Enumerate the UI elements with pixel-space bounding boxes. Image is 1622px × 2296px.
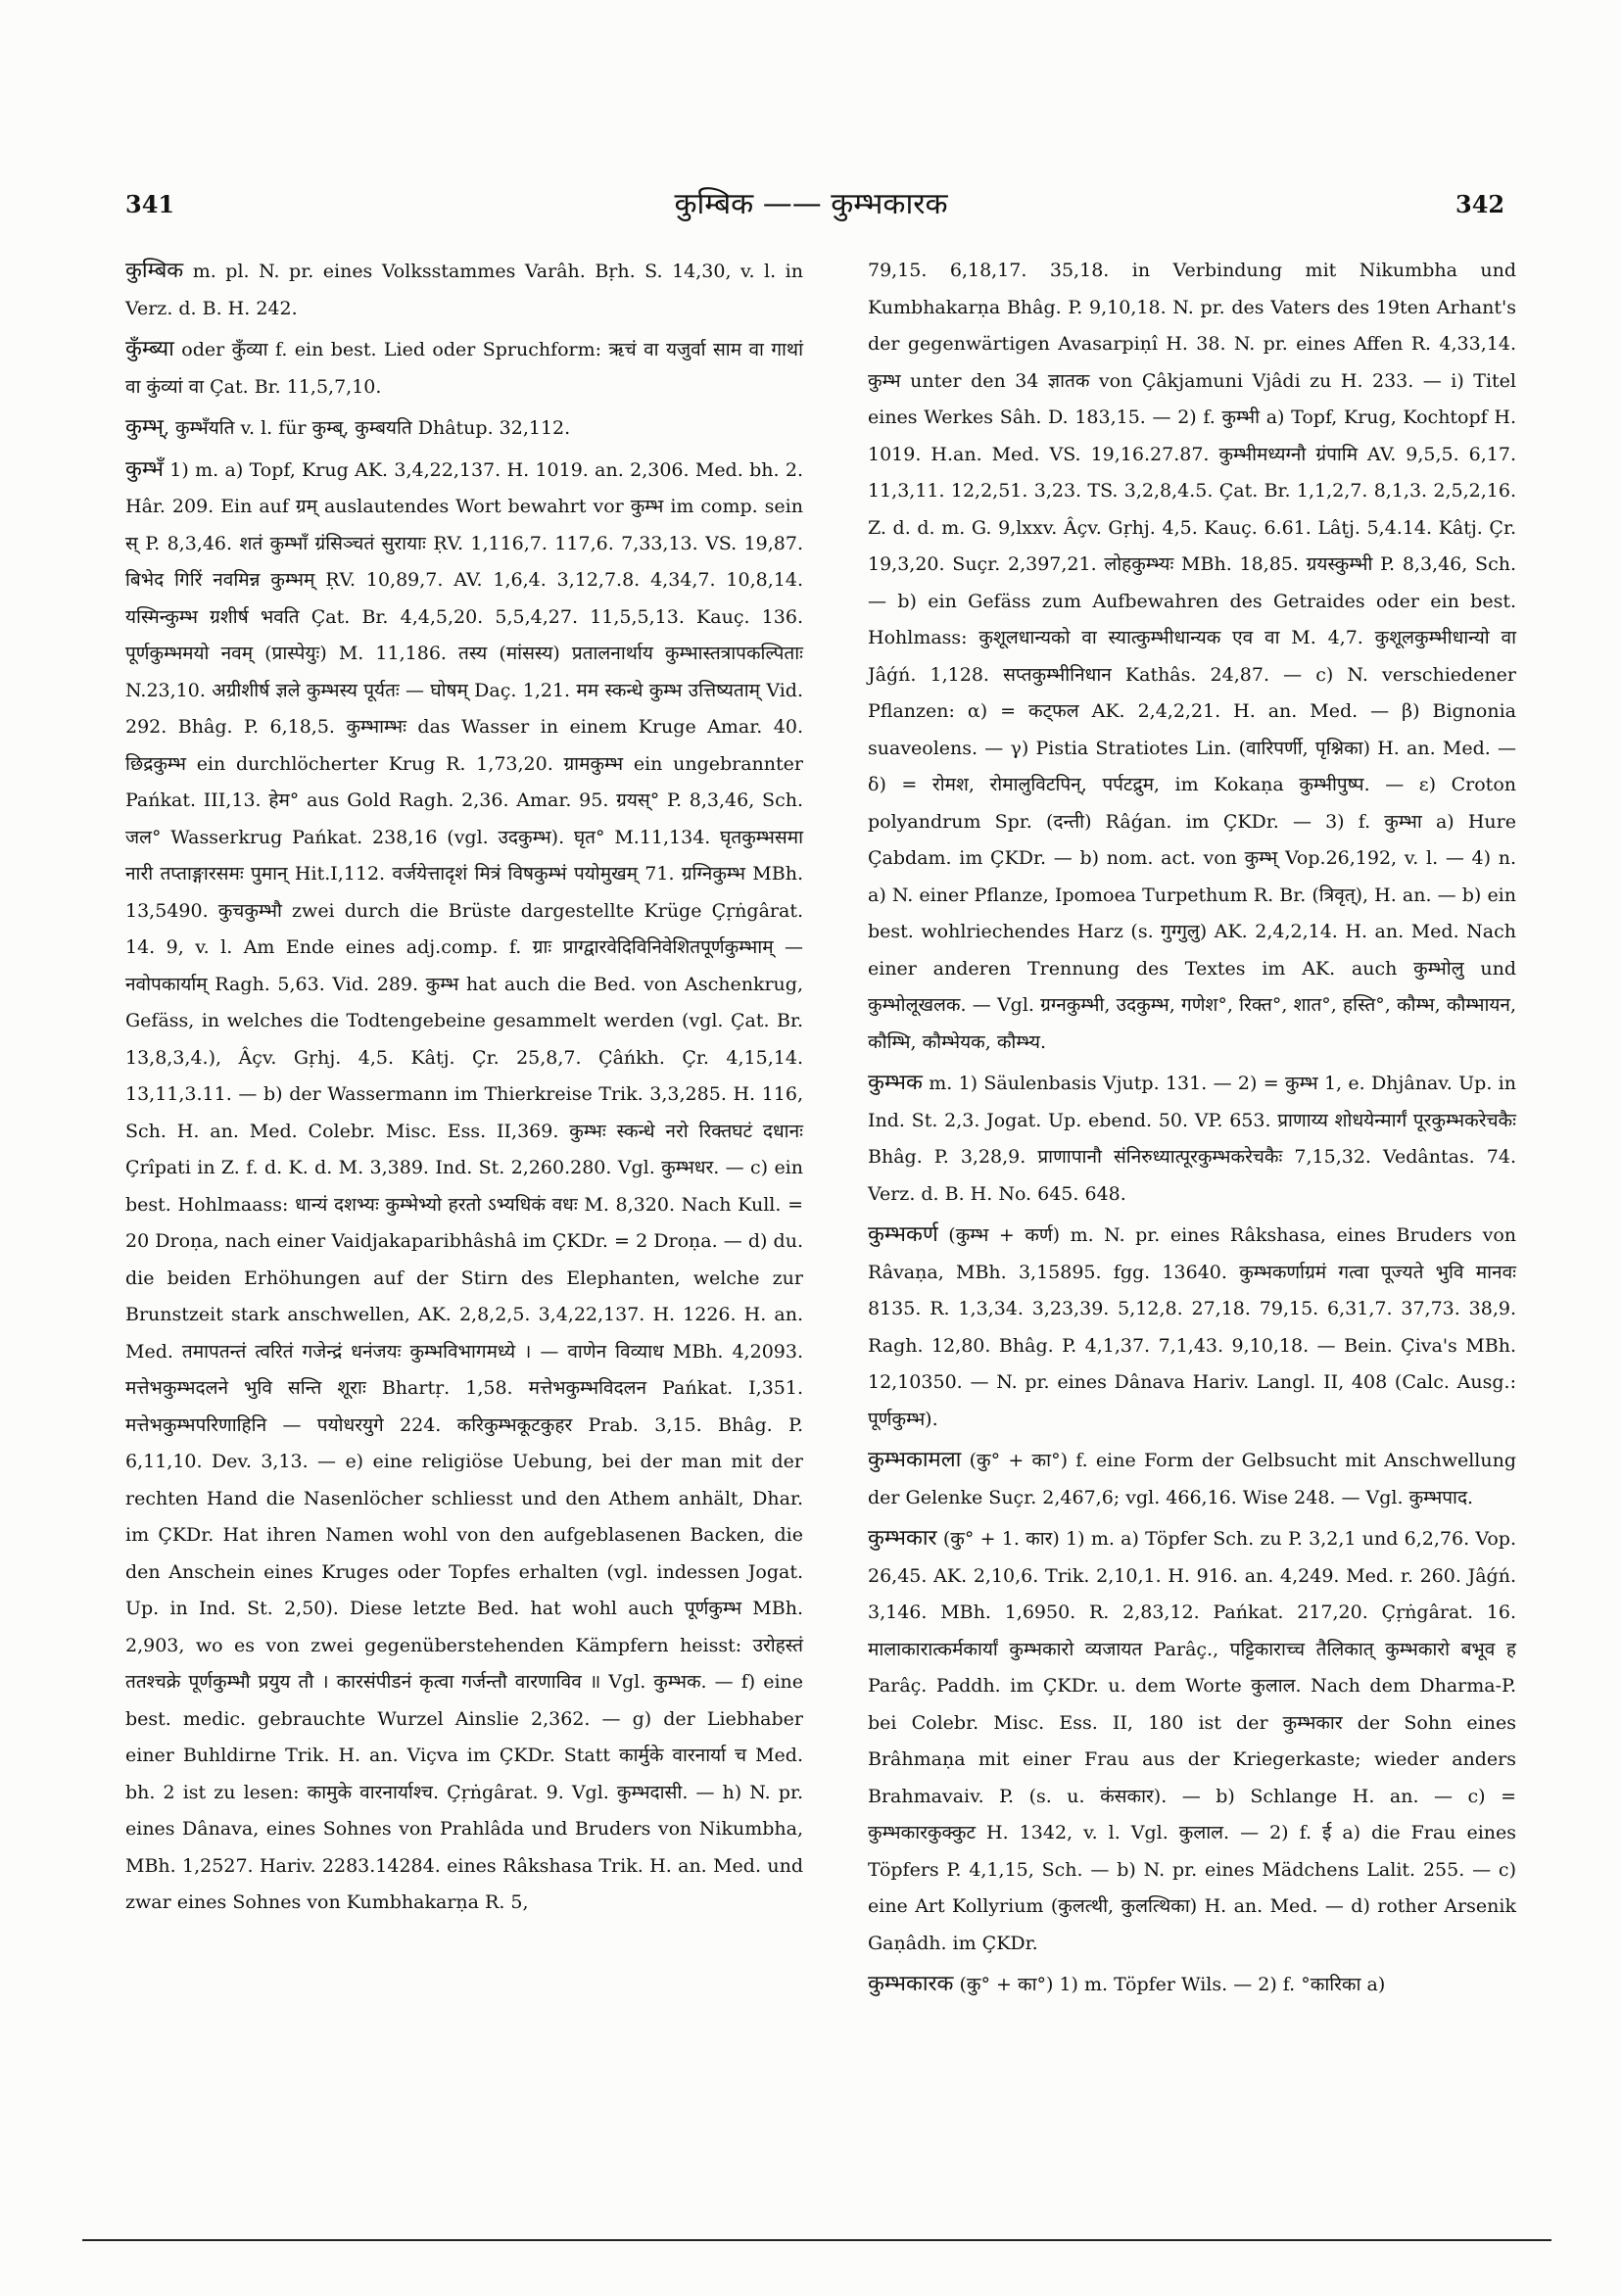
- entry-text: 79,15. 6,18,17. 35,18. in Verbindung mit Nikumbha und Kumbhakarṇa Bhâg. P. 9,10,18. N. pr. des Vaters des 19ten Arhant's der gegenwärtigen Avasarpiṇî H. 38. N. pr. eines Affen R. 4,33,14. कुम्भ unter den 34 ज्ञातक von Çâkjamuni Vjâdi zu H. 233. — i) Titel eines Werkes Sâh. D. 183,15. — 2) f. कुम्भी a) Topf, Krug, Kochtopf H. 1019. H.an. Med. VS. 19,16.27.87. कुम्भीमध्यग्नौ ग्रंपामि AV. 9,5,5. 6,17. 11,3,11. 12,2,51. 3,23. TS. 3,2,8,4.5. Çat. Br. 1,1,2,7. 8,1,3. 2,5,2,16. Z. d. d. m. G. 9,lxxv. Âçv. Gṛhj. 4,5. Kauç. 6.61. Lâṭj. 5,4.14. Kâtj. Çr. 19,3,20. Suçr. 2,397,21. लोहकुम्भ्यः MBh. 18,85. ग्रयस्कुम्भी P. 8,3,46, Sch. — b) ein Gefäss zum Aufbewahren des Getraides oder ein best. Hohlmass: कुशूलधान्यको वा स्यात्कुम्भीधान्यक एव वा M. 4,7. कुशूलकुम्भीधान्यो वा Jâǵń. 1,128. सप्तकुम्भीनिधान Kathâs. 24,87. — c) N. verschiedener Pflanzen: α) = कट्फल AK. 2,4,2,21. H. an. Med. — β) Bignonia suaveolens. — γ) Pistia Stratiotes Lin. (वारिपर्णी, पृश्निका) H. an. Med. — δ) = रोमश, रोमालुविटपिन्, पर्पटद्रुम, im Kokaṇa कुम्भीपुष्प. — ε) Croton polyandrum Spr. (दन्ती) Râǵan. im ÇKDr. — 3) f. कुम्भा a) Hure Çabdam. im ÇKDr. — b) nom. act. von कुम्भ् Vop.26,192, v. l. — 4) n. a) N. einer Pflanze, Ipomoea Turpethum R. Br. (त्रिवृत्), H. an. — b) ein best. wohlriechendes Harz (s. गुग्गुलु) AK. 2,4,2,14. H. an. Med. Nach einer anderen Trennung des Textes im AK. auch कुम्भोलु und कुम्भोलूखलक. — Vgl. ग्रग्नकुम्भी, उदकुम्भ, गणेश°, रिक्त°, शात°, हस्ति°, कौम्भ, कौम्भायन, कौम्भि, कौम्भेयक, कौम्भ्य.: [868, 260, 1516, 1053]
- page-header: [0, 182, 1622, 231]
- entry-text: m. pl. N. pr. eines Volksstammes Varâh. Bṛh. S. 14,30, v. l. in Verz. d. B. H. 242.: [125, 261, 803, 319]
- dictionary-entry: [125, 253, 803, 327]
- entry-text: (कु° + का°) 1) m. Töpfer Wils. — 2) f. °कारिका a): [953, 1974, 1386, 1995]
- entry-text: (कु° + 1. कार) 1) m. a) Töpfer Sch. zu P. 3,2,1 und 6,2,76. Vop. 26,45. AK. 2,10,6. Trik. 2,10,1. H. 916. an. 4,249. Med. r. 260. Jâǵń. 3,146. MBh. 1,6950. R. 2,83,12. Pańkat. 217,20. Çṛṅgârat. 16. मालाकारात्कर्मकार्यां कुम्भकारो व्यजायत Parâç., पट्टिकाराच्च तैलिकात् कुम्भकारो बभूव ह Parâç. Paddh. im ÇKDr. u. dem Worte कुलाल. Nach dem Dharma-P. bei Colebr. Misc. Ess. II, 180 ist der कुम्भकार der Sohn eines Brâhmaṇa mit einer Frau aus der Kriegerkaste; wieder anders Brahmavaiv. P. (s. u. कंसकार). — b) Schlange H. an. — c) = कुम्भकारकुक्कुट H. 1342, v. l. Vgl. कुलाल. — 2) f. ई a) die Frau eines Töpfers P. 4,1,15, Sch. — b) N. pr. eines Mädchens Lalit. 255. — c) eine Art Kollyrium (कुलत्थी, कुलत्थिका) H. an. Med. — d) rother Arsenik Gaṇâdh. im ÇKDr.: [868, 1528, 1516, 1954]
- running-title: कुम्बिक —— कुम्भकारक: [674, 187, 948, 221]
- entry-headword: कुम्बिक: [125, 259, 184, 283]
- dictionary-entry: [125, 331, 803, 406]
- entry-headword: कुम्भकामला: [868, 1448, 962, 1472]
- dictionary-entry: [868, 1966, 1516, 2004]
- entry-headword: कुम्भँ: [125, 456, 164, 482]
- right-page-number: 342: [1455, 190, 1505, 218]
- entry-text: (कु° + का°) f. eine Form der Gelbsucht mit Anschwellung der Gelenke Suçr. 2,467,6; vgl. 466,16. Wise 248. — Vgl. कुम्भपाद.: [868, 1450, 1516, 1508]
- dictionary-entry: [125, 452, 803, 1922]
- bottom-rule: [82, 2239, 1551, 2241]
- entry-headword: कुँम्ब्या: [125, 337, 174, 361]
- entry-text: (कुम्भ + कर्ण) m. N. pr. eines Râkshasa, eines Bruders von Râvaṇa, MBh. 3,15895. fgg. 13640. कुम्भकर्णाग्रमं गत्वा पूज्यते भुवि मानवः 8135. R. 1,3,34. 3,23,39. 5,12,8. 27,18. 79,15. 6,31,7. 37,73. 38,9. Ragh. 12,80. Bhâg. P. 4,1,37. 7,1,43. 9,10,18. — Bein. Çiva's MBh. 12,10350. — N. pr. eines Dânava Hariv. Langl. II, 408 (Calc. Ausg.: पूर्णकुम्भ).: [868, 1224, 1516, 1430]
- entry-headword: कुम्भक: [868, 1071, 923, 1095]
- dictionary-entry: [868, 1065, 1516, 1213]
- right-column: [868, 253, 1516, 2004]
- dictionary-entry: [125, 409, 803, 448]
- dictionary-entry: [868, 1217, 1516, 1438]
- dictionary-entry: [868, 1442, 1516, 1516]
- dictionary-entry: [868, 1520, 1516, 1962]
- entry-headword: कुम्भकर्ण: [868, 1222, 938, 1247]
- left-page-number: 341: [125, 190, 175, 218]
- entry-text: oder कुँव्या f. ein best. Lied oder Spruchform: ऋचं वा यजुर्वा साम वा गाथां वा कुंव्यां वा Çat. Br. 11,5,7,10.: [125, 339, 803, 398]
- entry-headword: कुम्भकारक: [868, 1972, 954, 1996]
- entry-headword: कुम्भ्: [125, 415, 164, 440]
- dictionary-entry: [868, 253, 1516, 1061]
- entry-text: m. 1) Säulenbasis Vjutp. 131. — 2) = कुम्भ 1, e. Dhjânav. Up. in Ind. St. 2,3. Jogat. Up. ebend. 50. VP. 653. प्राणाय्य शोधयेन्मार्गं पूरकुम्भकरेचकैः Bhâg. P. 3,28,9. प्राणापानौ संनिरुध्यात्पूरकुम्भकरेचकैः 7,15,32. Vedântas. 74. Verz. d. B. H. No. 645. 648.: [868, 1073, 1516, 1205]
- entry-text: , कुम्भँयति v. l. für कुम्ब्, कुम्बयति Dhâtup. 32,112.: [163, 417, 571, 439]
- entry-headword: कुम्भकार: [868, 1526, 937, 1551]
- left-column: [125, 253, 803, 1922]
- entry-text: 1) m. a) Topf, Krug AK. 3,4,22,137. H. 1019. an. 2,306. Med. bh. 2. Hâr. 209. Ein auf ग्रम् auslautendes Wort bewahrt vor कुम्भ im comp. sein स् P. 8,3,46. शतं कुम्भाँ ग्रंसिञ्चतं सुरायाः ṚV. 1,116,7. 117,6. 7,33,13. VS. 19,87. बिभेद गिरिं नवमिन्न कुम्भम् ṚV. 10,89,7. AV. 1,6,4. 3,12,7.8. 4,34,7. 10,8,14. यस्मिन्कुम्भ ग्रशीर्ष भवति Çat. Br. 4,4,5,20. 5,5,4,27. 11,5,5,13. Kauç. 136. पूर्णकुम्भमयो नवम् (प्रास्पेयुः) M. 11,186. तस्य (मांसस्य) प्रतालनार्थाय कुम्भास्तत्रापकल्पिताः N.23,10. अग्रीशीर्ष ज्ञले कुम्भस्य पूर्यतः — घोषम् Daç. 1,21. मम स्कन्धे कुम्भ उत्तिष्यताम् Vid. 292. Bhâg. P. 6,18,5. कुम्भाम्भः das Wasser in einem Kruge Amar. 40. छिद्रकुम्भ ein durchlöcherter Krug R. 1,73,20. ग्रामकुम्भ ein ungebrannter Pańkat. III,13. हेम° aus Gold Ragh. 2,36. Amar. 95. ग्रयस्° P. 8,3,46, Sch. जल° Wasserkrug Pańkat. 238,16 (vgl. उदकुम्भ). घृत° M.11,134. घृतकुम्भसमा नारी तप्ताङ्गारसमः पुमान् Hit.I,112. वर्जयेत्तादृशं मित्रं विषकुम्भं पयोमुखम् 71. ग्रग्निकुम्भ MBh. 13,5490. कुचकुम्भौ zwei durch die Brüste dargestellte Krüge Çṛṅgârat. 14. 9, v. l. Am Ende eines adj.comp. f. ग्राः प्राग्द्वारवेदिविनिवेशितपूर्णकुम्भाम् — नवोपकार्याम् Ragh. 5,63. Vid. 289. कुम्भ hat auch die Bed. von Aschenkrug, Gefäss, in welches die Todtengebeine gesammelt werden (vgl. Çat. Br. 13,8,3,4.), Âçv. Gṛhj. 4,5. Kâtj. Çr. 25,8,7. Çâńkh. Çr. 4,15,14. 13,11,3.11. — b) der Wassermann im Thierkreise Trik. 3,3,285. H. 116, Sch. H. an. Med. Colebr. Misc. Ess. II,369. कुम्भः स्कन्धे नरो रिक्तघटं दधानः Çrîpati in Z. f. d. K. d. M. 3,389. Ind. St. 2,260.280. Vgl. कुम्भधर. — c) ein best. Hohlmaass: धान्यं दशभ्यः कुम्भेभ्यो हरतो ऽभ्यधिकं वधः M. 8,320. Nach Kull. = 20 Droṇa, nach einer Vaidjakaparibhâshâ im ÇKDr. = 2 Droṇa. — d) du. die beiden Erhöhungen auf der Stirn des Elephanten, welche zur Brunstzeit stark anschwellen, AK. 2,8,2,5. 3,4,22,137. H. 1226. H. an. Med. तमापतन्तं त्वरितं गजेन्द्रं धनंजयः कुम्भविभागमध्ये । — वाणेन विव्याध MBh. 4,2093. मत्तेभकुम्भदलने भुवि सन्ति शूराः Bhartṛ. 1,58. मत्तेभकुम्भविदलन Pańkat. I,351. मत्तेभकुम्भपरिणाहिनि — पयोधरयुगे 224. करिकुम्भकूटकुहर Prab. 3,15. Bhâg. P. 6,11,10. Dev. 3,13. — e) eine religiöse Uebung, bei der man mit der rechten Hand die Nasenlöcher schliesst und den Athem anhält, Dhar. im ÇKDr. Hat ihren Namen wohl von den aufgeblasenen Backen, die den Anschein eines Kruges oder Topfes erhalten (vgl. indessen Jogat. Up. in Ind. St. 2,50). Diese letzte Bed. hat wohl auch पूर्णकुम्भ MBh. 2,903, wo es von zwei gegenüberstehenden Kämpfern heisst: उरोहस्तं ततश्चक्रे पूर्णकुम्भौ प्रयुय तौ । कारसंपीडनं कृत्वा गर्जन्तौ वारणाविव ॥ Vgl. कुम्भक. — f) eine best. medic. gebrauchte Wurzel Ainslie 2,362. — g) der Liebhaber einer Buhldirne Trik. H. an. Viçva im ÇKDr. Statt कार्मुके वारनार्या च Med. bh. 2 ist zu lesen: कामुके वारनार्याश्च. Çṛṅgârat. 9. Vgl. कुम्भदासी. — h) N. pr. eines Dânava, eines Sohnes von Prahlâda und Bruders von Nikumbha, MBh. 1,2527. Hariv. 2283.14284. eines Râkshasa Trik. H. an. Med. und zwar eines Sohnes von Kumbhakarṇa R. 5,: [125, 458, 803, 1913]
